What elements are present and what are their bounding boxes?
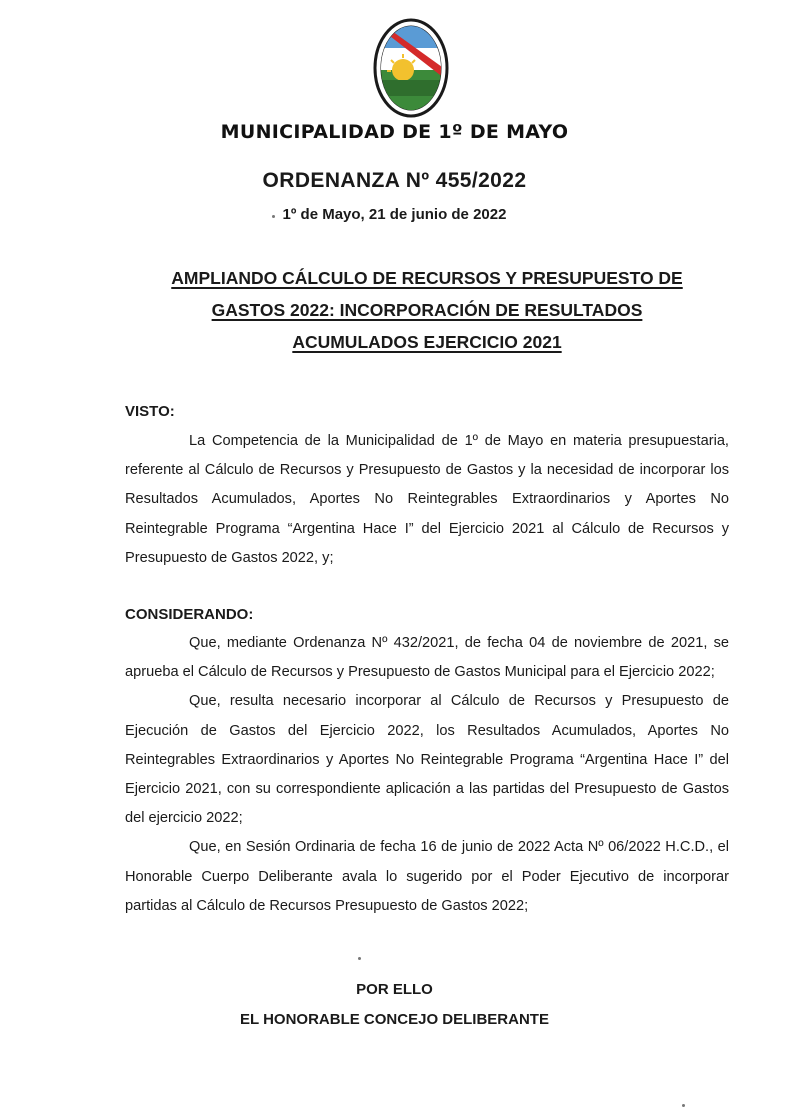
considerando-paragraph-2: Que, resulta necesario incorporar al Cálculo de Recursos y Presupuesto de Ejecución de Gastos del Ejercicio 2022, los Resultados Acumulados, Aportes No Reintegrables Extraordinarios y Aportes No Reintegrable Programa “Argentina Hace I” del Ejercicio 2021, con su correspondiente aplicación a las partidas del Presupuesto de Gastos del ejercicio 2022; bbox=[125, 693, 729, 827]
visto-paragraph: La Competencia de la Municipalidad de 1º de Mayo en materia presupuestaria, referente al Cálculo de Recursos y Presupuesto de Gastos y la necesidad de incorporar los Resultados Acumulados, Aportes No Reintegrables Extraordinarios y Aportes No Reintegrable Programa “Argentina Hace I” del Ejercicio 2021 al Cálculo de Recursos y Presupuesto de Gastos 2022, y; bbox=[125, 433, 729, 566]
ordinance-date: 1º de Mayo, 21 de junio de 2022 bbox=[282, 206, 507, 223]
scan-speck bbox=[682, 1104, 685, 1107]
municipality-name: MUNICIPALIDAD DE 1º DE MAYO bbox=[220, 121, 569, 143]
municipal-seal-logo bbox=[373, 18, 449, 118]
visto-section bbox=[125, 427, 729, 573]
scan-speck bbox=[358, 957, 361, 960]
title-line: ACUMULADOS EJERCICIO 2021 bbox=[292, 332, 562, 352]
considerando-section bbox=[125, 629, 729, 921]
ordinance-title bbox=[100, 262, 754, 358]
council-heading: EL HONORABLE CONCEJO DELIBERANTE bbox=[240, 1011, 549, 1028]
ordinance-number: ORDENANZA Nº 455/2022 bbox=[262, 169, 527, 192]
scan-speck bbox=[272, 215, 275, 218]
title-line: GASTOS 2022: INCORPORACIÓN DE RESULTADOS bbox=[211, 300, 643, 320]
por-ello-heading: POR ELLO bbox=[356, 981, 433, 998]
title-line: AMPLIANDO CÁLCULO DE RECURSOS Y PRESUPUESTO DE bbox=[171, 268, 683, 288]
considerando-paragraph-1: Que, mediante Ordenanza Nº 432/2021, de fecha 04 de noviembre de 2021, se aprueba el Cálculo de Recursos y Presupuesto de Gastos Municipal para el Ejercicio 2022; bbox=[125, 635, 729, 681]
considerando-paragraph-3: Que, en Sesión Ordinaria de fecha 16 de junio de 2022 Acta Nº 06/2022 H.C.D., el Honorable Cuerpo Deliberante avala lo sugerido por el Poder Ejecutivo de incorporar partidas al Cálculo de Recursos Presupuesto de Gastos 2022; bbox=[125, 839, 729, 914]
considerando-heading: CONSIDERANDO: bbox=[125, 606, 254, 623]
visto-heading: VISTO: bbox=[125, 403, 175, 420]
